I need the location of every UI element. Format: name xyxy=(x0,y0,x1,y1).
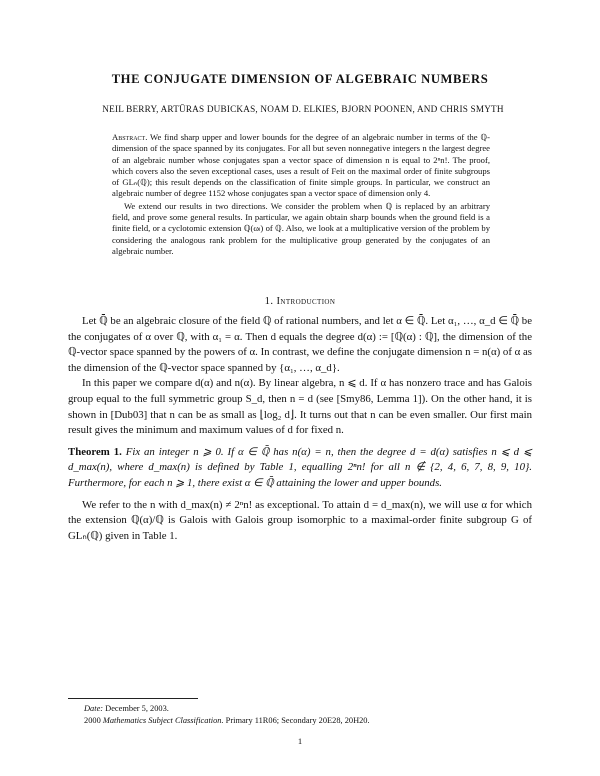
abstract xyxy=(112,132,490,257)
footnote-msc xyxy=(84,716,370,725)
msc-year: 2000 xyxy=(84,716,101,725)
page-number: 1 xyxy=(297,736,303,746)
intro-paragraph-1: Let ℚ̄ be an algebraic closure of the field ℚ of rational numbers, and let α ∈ ℚ̄. Let α₁, …, α_d ∈ ℚ̄ be the conjugates of α over ℚ, with α₁ = α. Then d equals the degree d(α) := [ℚ(α) : ℚ], the dimension of the ℚ-vector space spanned by the powers of α. In contrast, we define the conjugate dimension n = n(α) of α as the dimension of the ℚ-vector space spanned by {α₁, …, α_d}. xyxy=(68,315,532,374)
section-title: Introduction xyxy=(276,296,336,307)
theorem-label: Theorem 1. xyxy=(68,445,122,458)
msc-value: Primary 11R06; Secondary 20E28, 20H20. xyxy=(225,716,370,725)
author-list: NEIL BERRY, ARTŪRAS DUBICKAS, NOAM D. ELKIES, BJORN POONEN, AND CHRIS SMYTH xyxy=(102,104,504,114)
section-number: 1. xyxy=(264,296,274,307)
date-label: Date: xyxy=(84,704,104,713)
footnote-rule xyxy=(68,698,198,699)
abstract-paragraph-1 xyxy=(112,132,490,200)
intro-paragraph-2: In this paper we compare d(α) and n(α). By linear algebra, n ⩽ d. If α has nonzero trace and has Galois group equal to the full symmetric group S_d, then n = d (see [Smy86, Lemma 1]). On the other hand, it is shown in [Dub03] that n can be as small as ⌊log₂ d⌋. It turns out that n can be even smaller. Our first main result gives the minimum and maximum values of d for fixed n. xyxy=(68,377,532,437)
theorem-statement: Fix an integer n ⩾ 0. If α ∈ ℚ̄ has n(α) = n, then the degree d = d(α) satisfies n ⩽ d ⩽ d_max(n), where d_max(n) is defined by Table 1, equalling 2ⁿn! for all n ∉ {2, 4, 6, 7, 8, 9, 10}. Furthermore, for each n ⩾ 1, there exist α ∈ ℚ̄ attaining the lower and upper bounds. xyxy=(68,445,533,489)
paper-title: THE CONJUGATE DIMENSION OF ALGEBRAIC NUMBERS xyxy=(111,72,489,86)
theorem-1 xyxy=(68,445,532,492)
section-heading xyxy=(0,296,600,307)
date-value: December 5, 2003. xyxy=(105,704,169,713)
intro-paragraph-3: We refer to the n with d_max(n) ≠ 2ⁿn! as exceptional. To attain d = d_max(n), we will use α for which the extension ℚ(α)/ℚ is Galois with Galois group isomorphic to a maximal-order finite subgroup G of GLₙ(ℚ) given in Table 1. xyxy=(68,498,532,542)
abstract-paragraph-2: We extend our results in two directions. We consider the problem when ℚ is replaced by an arbitrary field, and prove some general results. In particular, we again obtain sharp bounds when the ground field is a finite field, or a cyclotomic extension ℚ(ωₗ) of ℚ. Also, we look at a multiplicative version of the problem by considering the analogous rank problem for the multiplicative group generated by the conjugates of an algebraic number. xyxy=(112,200,490,256)
abstract-text-1: We find sharp upper and lower bounds for the degree of an algebraic number in terms of the ℚ-dimension of the space spanned by its conjugates. For all but seven nonnegative integers n the largest degree of an algebraic number whose conjugates span a vector space of dimension n is equal to 2ⁿn!. The proof, which covers also the seven exceptional cases, uses a result of Feit on the maximal order of finite subgroups of GLₙ(ℚ); this result depends on the classification of finite simple groups. In particular, we construct an algebraic number of degree 1152 whose conjugates span a vector space of dimension only 4. xyxy=(112,132,490,199)
footnote-date xyxy=(84,704,169,713)
abstract-label: Abstract. xyxy=(112,132,148,142)
msc-label: Mathematics Subject Classification. xyxy=(102,716,224,725)
body-text xyxy=(68,314,532,544)
